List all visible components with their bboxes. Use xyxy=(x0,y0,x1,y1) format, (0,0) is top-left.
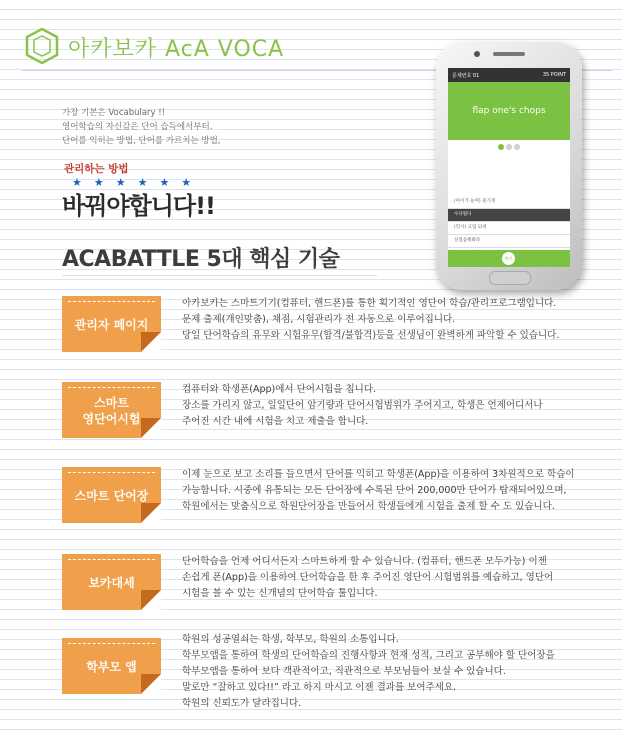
point-count: 35 POINT xyxy=(542,72,566,78)
phone-mockup xyxy=(436,42,582,290)
page-curl xyxy=(141,590,161,610)
page-curl xyxy=(141,503,161,523)
phone-speaker xyxy=(493,52,525,56)
description-line: 말로만 “잘하고 있다!!” 라고 하지 마시고 이젠 결과를 보여주세요. xyxy=(182,682,457,693)
feature-description xyxy=(182,382,612,430)
description-line: 당일 단어학습의 유무와 시험유무(합격/불합격)등을 선생님이 완벽하게 파악할 수 있습니다. xyxy=(182,330,560,341)
description-line: 아카보카는 스마트기기(컴퓨터, 핸드폰)를 통한 획기적인 영단어 학습/관리프로그램입니다. xyxy=(182,298,557,309)
description-line: 학원의 신뢰도가 달라집니다. xyxy=(182,698,302,709)
description-line: 학부모앱을 통하여 학생의 단어학습의 진행사항과 현재 성적, 그리고 공부해야 할 단어장을 xyxy=(182,650,555,661)
intro-text xyxy=(62,106,221,148)
change-headline: 바꿔야합니다!! xyxy=(62,192,215,220)
feature-label-box xyxy=(62,296,161,352)
phone-camera xyxy=(474,51,480,57)
feature-description xyxy=(182,554,612,602)
feature-label: 학부모 앱 xyxy=(86,660,137,674)
feature-description xyxy=(182,467,612,515)
main-title: ACABATTLE 5대 핵심 기술 xyxy=(62,247,340,272)
description-line: 주어진 시간 내에 시험을 치고 제출을 합니다. xyxy=(182,416,369,427)
description-line: 학원의 성공열쇠는 학생, 학부모, 학원의 소통입니다. xyxy=(182,634,399,645)
confirm-button[interactable]: 확인 xyxy=(502,252,515,265)
feature-description xyxy=(182,632,612,712)
title-divider xyxy=(62,275,377,276)
description-line: 시험을 볼 수 있는 신개념의 단어학습 툴입니다. xyxy=(182,588,378,599)
phone-bottom-bar xyxy=(448,250,570,267)
answer-option-selected[interactable]: 수다떨다 xyxy=(448,209,570,222)
phone-home-button xyxy=(489,271,531,285)
description-line: 문제 출제(개인맞춤), 채점, 시험관리가 전 자동으로 이루어집니다. xyxy=(182,314,456,325)
description-line: 가능합니다. 시중에 유통되는 모든 단어장에 수록된 단어 200,000만 단어가 탑재되어있으며, xyxy=(182,485,567,496)
quiz-word: flap one's chops xyxy=(448,82,570,140)
phone-status-bar xyxy=(448,68,570,82)
manage-label: 관리하는 방법 xyxy=(64,163,129,175)
feature-label: 보카대세 xyxy=(88,576,135,590)
feature-label-box xyxy=(62,467,161,523)
answer-option[interactable]: (민사) 고립 되세 xyxy=(448,222,570,235)
phone-screen xyxy=(448,68,570,267)
description-line: 학부모앱을 통하여 보다 객관적이고, 직관적으로 부모님들이 보실 수 있습니다. xyxy=(182,666,506,677)
intro-line: 가장 기본은 Vocabulary !! xyxy=(62,108,166,118)
progress-dots xyxy=(448,140,570,154)
description-line: 장소를 가리지 않고, 일일단어 암기량과 단어시험범위가 주어지고, 학생은 언제어디서나 xyxy=(182,400,543,411)
feature-label: 관리자 페이지 xyxy=(74,318,149,332)
feature-label: 스마트 단어장 xyxy=(74,489,149,503)
description-line: 학원에서는 맞춤식으로 학원단어장을 만들어서 학생들에게 시험을 출제 할 수 도 있습니다. xyxy=(182,501,555,512)
feature-label: 스마트 영단어시험 xyxy=(82,396,141,426)
question-number: 문제번호 01 xyxy=(452,73,480,79)
feature-label-box xyxy=(62,382,161,438)
description-line: 이제 눈으로 보고 소리를 들으면서 단어를 익히고 학생폰(App)을 이용하여 3차원적으로 학습이 xyxy=(182,469,575,480)
feature-description xyxy=(182,296,612,344)
star-row: ★★★★★★ xyxy=(72,176,204,189)
answer-option[interactable]: (아이가 놀며) 즐기게 xyxy=(448,196,570,209)
intro-line: 영어학습의 자신감은 단어 습득에서부터. xyxy=(62,122,213,132)
page-curl xyxy=(141,418,161,438)
brand-logo-text: 아카보카 AcA VOCA xyxy=(68,37,285,62)
description-line: 손쉽게 폰(App)을 이용하여 단어학습을 한 후 주어진 영단어 시험범위를 예습하고, 영단어 xyxy=(182,572,554,583)
answer-option[interactable]: 살얼음해봐라 xyxy=(448,235,570,248)
page-curl xyxy=(141,674,161,694)
intro-line: 단어를 익히는 방법, 단어를 가르치는 방법, xyxy=(62,136,221,146)
hexagon-icon xyxy=(22,26,62,66)
description-line: 단어학습을 언제 어디서든지 스마트하게 할 수 있습니다. (컴퓨터, 핸드폰 모두가능) 이젠 xyxy=(182,556,547,567)
feature-label-box xyxy=(62,638,161,694)
description-line: 컴퓨터와 학생폰(App)에서 단어시험을 칩니다. xyxy=(182,384,377,395)
feature-label-box xyxy=(62,554,161,610)
page-curl xyxy=(141,332,161,352)
